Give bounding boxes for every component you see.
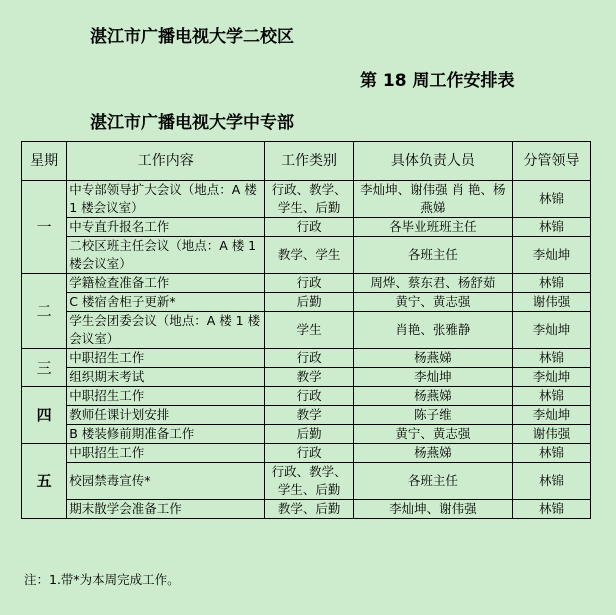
table-row: [22, 406, 591, 425]
category-cell: 教学: [265, 406, 353, 425]
leader-cell: 林锦: [512, 500, 590, 519]
schedule-title: 第 18 周工作安排表: [360, 71, 515, 91]
people-cell: 黄宁、黄志强: [353, 293, 512, 312]
people-cell: 各班主任: [353, 463, 512, 500]
category-cell: 后勤: [265, 425, 353, 444]
category-cell: 后勤: [265, 293, 353, 312]
table-row: [22, 368, 591, 387]
leader-cell: 林锦: [512, 274, 590, 293]
people-cell: 杨燕娣: [353, 349, 512, 368]
people-cell: 各毕业班班主任: [353, 218, 512, 237]
category-cell: 教学: [265, 368, 353, 387]
content-cell: 学籍检查准备工作: [67, 274, 265, 293]
table-row: [22, 387, 591, 406]
schedule-table: [21, 141, 591, 519]
category-cell: 行政: [265, 274, 353, 293]
category-cell: 行政: [265, 218, 353, 237]
table-row: [22, 444, 591, 463]
table-row: [22, 274, 591, 293]
content-cell: 期末散学会准备工作: [67, 500, 265, 519]
category-cell: 行政: [265, 444, 353, 463]
leader-cell: 林锦: [512, 218, 590, 237]
people-cell: 肖艳、张雅静: [353, 312, 512, 349]
dept-title: 湛江市广播电视大学中专部: [90, 113, 294, 133]
category-cell: 行政、教学、学生、后勤: [265, 463, 353, 500]
category-cell: 行政、教学、学生、后勤: [265, 181, 353, 218]
people-cell: 李灿坤、谢伟强 肖 艳、杨燕娣: [353, 181, 512, 218]
weekday-cell: 二: [22, 274, 67, 349]
people-cell: 周烨、蔡东君、杨舒茹: [353, 274, 512, 293]
category-cell: 教学、后勤: [265, 500, 353, 519]
category-cell: 教学、学生: [265, 237, 353, 274]
leader-cell: 谢伟强: [512, 425, 590, 444]
content-cell: 中专部领导扩大会议（地点：A 楼 1 楼会议室）: [67, 181, 265, 218]
category-cell: 行政: [265, 387, 353, 406]
content-cell: 校园禁毒宣传*: [67, 463, 265, 500]
leader-cell: 林锦: [512, 181, 590, 218]
school-title: 湛江市广播电视大学二校区: [90, 27, 294, 47]
leader-cell: 李灿坤: [512, 406, 590, 425]
people-cell: 黄宁、黄志强: [353, 425, 512, 444]
table-row: [22, 500, 591, 519]
people-cell: 李灿坤: [353, 368, 512, 387]
table-row: [22, 463, 591, 500]
weekday-cell: 四: [22, 387, 67, 444]
category-cell: 行政: [265, 349, 353, 368]
table-row: [22, 349, 591, 368]
header-weekday: 星期: [22, 142, 67, 181]
content-cell: 学生会团委会议（地点：A 楼 1 楼会议室）: [67, 312, 265, 349]
table-row: [22, 293, 591, 312]
table-row: [22, 312, 591, 349]
weekday-cell: 三: [22, 349, 67, 387]
content-cell: C 楼宿舍柜子更新*: [67, 293, 265, 312]
header-category: 工作类别: [265, 142, 353, 181]
content-cell: 中专直升报名工作: [67, 218, 265, 237]
leader-cell: 李灿坤: [512, 312, 590, 349]
table-header-row: [22, 142, 591, 181]
table-row: [22, 425, 591, 444]
content-cell: 二校区班主任会议（地点：A 楼 1 楼会议室）: [67, 237, 265, 274]
leader-cell: 李灿坤: [512, 237, 590, 274]
header-content: 工作内容: [67, 142, 265, 181]
table-row: [22, 218, 591, 237]
weekday-cell: 一: [22, 181, 67, 274]
footnote: 注：1.带*为本周完成工作。: [24, 572, 180, 587]
content-cell: 中职招生工作: [67, 349, 265, 368]
header-people: 具体负责人员: [353, 142, 512, 181]
leader-cell: 林锦: [512, 463, 590, 500]
people-cell: 各班主任: [353, 237, 512, 274]
people-cell: 杨燕娣: [353, 387, 512, 406]
weekday-cell: 五: [22, 444, 67, 519]
people-cell: 杨燕娣: [353, 444, 512, 463]
content-cell: 教师任课计划安排: [67, 406, 265, 425]
content-cell: 中职招生工作: [67, 387, 265, 406]
content-cell: 中职招生工作: [67, 444, 265, 463]
table-row: [22, 181, 591, 218]
content-cell: B 楼装修前期准备工作: [67, 425, 265, 444]
leader-cell: 谢伟强: [512, 293, 590, 312]
category-cell: 学生: [265, 312, 353, 349]
table-row: [22, 237, 591, 274]
leader-cell: 林锦: [512, 349, 590, 368]
leader-cell: 林锦: [512, 444, 590, 463]
header-leader: 分管领导: [512, 142, 590, 181]
people-cell: 陈子维: [353, 406, 512, 425]
people-cell: 李灿坤、谢伟强: [353, 500, 512, 519]
leader-cell: 李灿坤: [512, 368, 590, 387]
content-cell: 组织期末考试: [67, 368, 265, 387]
leader-cell: 林锦: [512, 387, 590, 406]
